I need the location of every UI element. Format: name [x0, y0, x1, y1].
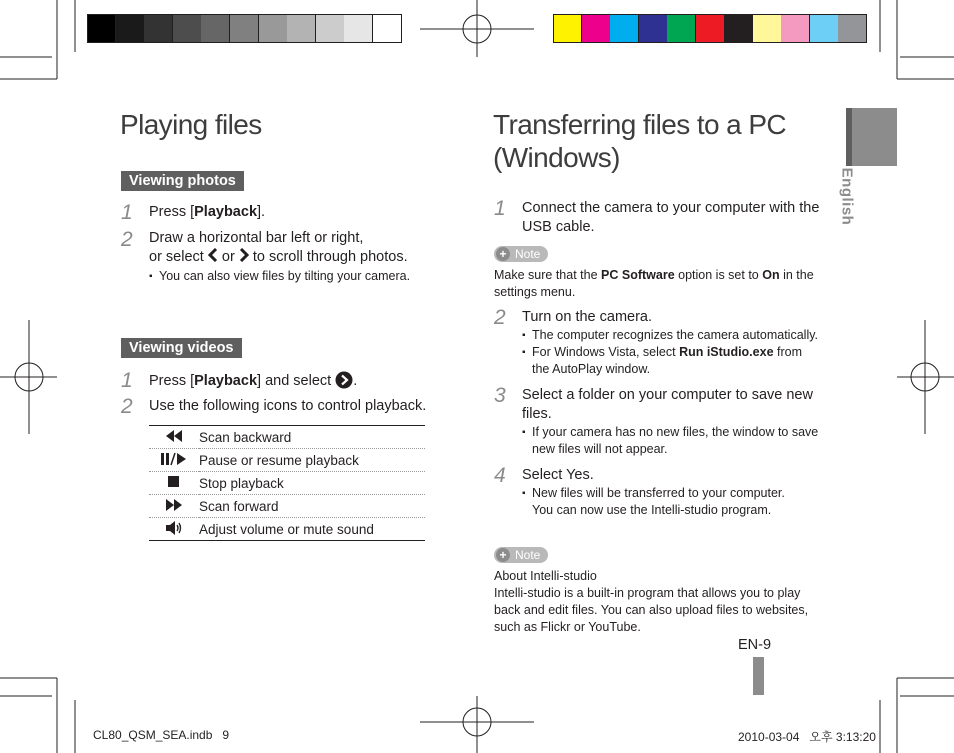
page-title-playing-files: Playing files	[120, 109, 262, 140]
chevron-right-icon	[239, 248, 249, 262]
step-number: 1	[121, 201, 133, 224]
volume-icon	[165, 521, 183, 535]
icon-label: Adjust volume or mute sound	[199, 518, 425, 541]
photo-tip-bullet: ▪ You can also view files by tilting your camera.	[159, 268, 410, 285]
chevron-left-icon	[208, 248, 218, 262]
step-number: 1	[494, 197, 506, 220]
playback-icon-table	[149, 425, 425, 541]
table-row	[149, 449, 425, 472]
page-title-transferring-files: Transferring files to a PC (Windows)	[493, 109, 787, 173]
icon-label: Pause or resume playback	[199, 449, 425, 472]
note-badge: + Note	[494, 546, 548, 564]
transfer-step-2: Turn on the camera.	[522, 309, 653, 325]
step2-bullet-2: ▪ For Windows Vista, select Run iStudio.exe from the AutoPlay window.	[532, 344, 802, 378]
table-row	[149, 518, 425, 541]
table-row	[149, 495, 425, 518]
step4-bullet: ▪ New files will be transferred to your computer. You can now use the Intelli-studio program.	[532, 485, 785, 519]
table-row	[149, 426, 425, 449]
scan-forward-icon	[165, 499, 183, 511]
play-icon	[335, 371, 353, 389]
transfer-step-3: Select a folder on your computer to save new files.	[522, 387, 813, 422]
step-number: 2	[121, 228, 133, 251]
viewing-videos-label: Viewing videos	[121, 338, 242, 358]
language-tab	[846, 108, 897, 166]
icon-label: Scan forward	[199, 495, 425, 518]
plus-icon: +	[496, 247, 510, 261]
pause-resume-icon	[161, 452, 187, 466]
video-step-1: Press [Playback] and select .	[149, 373, 358, 389]
table-row	[149, 472, 425, 495]
footer-timestamp: 2010-03-04 오후 3:13:20	[738, 730, 876, 744]
note-badge: + Note	[494, 245, 548, 263]
icon-label: Scan backward	[199, 426, 425, 449]
step-number: 3	[494, 384, 506, 407]
footer-file-name: CL80_QSM_SEA.indb 9	[93, 728, 230, 742]
page-number: EN-9	[738, 637, 772, 653]
note-text-pc-software: Make sure that the PC Software option is set to On in the settings menu.	[494, 268, 814, 299]
transfer-step-1: Connect the camera to your computer with the USB cable.	[522, 200, 820, 235]
step-number: 1	[121, 369, 133, 392]
stop-icon	[168, 476, 180, 488]
video-step-2: Use the following icons to control playback.	[149, 398, 427, 414]
step-number: 2	[121, 395, 133, 418]
section-heading-viewing-videos	[121, 338, 242, 358]
page-tab-bar	[753, 657, 764, 695]
transfer-step-4: Select Yes.	[522, 467, 594, 483]
note-intelli-studio: About Intelli-studio Intelli-studio is a built-in program that allows you to play back and edit files. You can also upload files to websites, such as Flickr or YouTube.	[494, 569, 809, 634]
photo-step-2: Draw a horizontal bar left or right, or select or to scroll through photos.	[149, 230, 408, 265]
viewing-photos-label: Viewing photos	[121, 171, 244, 191]
step3-bullet: ▪ If your camera has no new files, the window to save new files will not appear.	[532, 424, 818, 458]
scan-backward-icon	[165, 430, 183, 442]
step-number: 4	[494, 464, 506, 487]
section-heading-viewing-photos	[121, 171, 244, 191]
step-number: 2	[494, 306, 506, 329]
language-label: English	[838, 167, 856, 226]
step2-bullet-1: ▪ The computer recognizes the camera automatically.	[532, 327, 818, 344]
plus-icon: +	[496, 548, 510, 562]
photo-step-1: Press [Playback].	[149, 204, 266, 220]
icon-label: Stop playback	[199, 472, 425, 495]
